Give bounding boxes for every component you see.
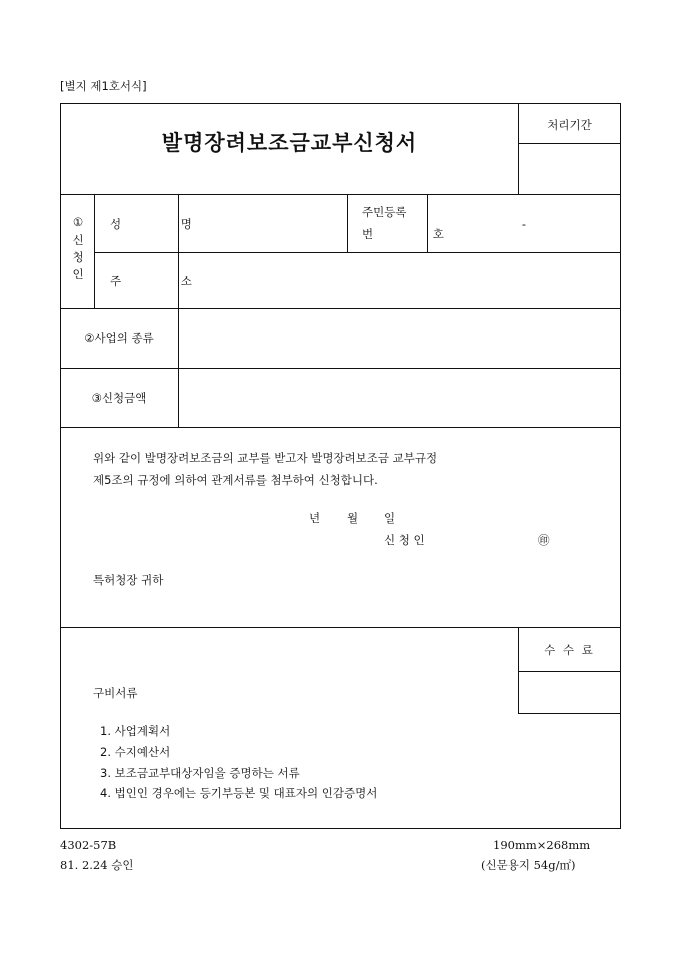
document-item: 1. 사업계획서 xyxy=(100,724,171,738)
paper-spec: (신문용지 54g/㎡) xyxy=(481,858,576,872)
business-type-label: ②사업의 종류 xyxy=(84,331,154,345)
name-label: 성 명 xyxy=(110,217,220,231)
request-amount-field[interactable] xyxy=(179,369,620,426)
processing-period-label: 처리기간 xyxy=(547,118,592,132)
form-code: 4302-57B xyxy=(60,838,117,852)
applicant-group-label: 신청인 xyxy=(72,233,84,281)
id-number-separator: - xyxy=(521,217,527,231)
address-label: 주 소 xyxy=(110,274,220,288)
statement-line-2: 제5조의 규정에 의하여 관계서류를 첨부하여 신청합니다. xyxy=(93,473,378,487)
document-item: 3. 보조금교부대상자임을 증명하는 서류 xyxy=(100,766,300,780)
id-label-line1: 주민등록 xyxy=(362,205,407,219)
name-field[interactable] xyxy=(179,195,346,251)
signer-label: 신 청 인 xyxy=(384,533,425,547)
address-field[interactable] xyxy=(179,253,620,307)
date-year-label: 년 xyxy=(309,511,321,525)
fee-label: 수 수 료 xyxy=(544,643,595,657)
fee-field[interactable] xyxy=(519,672,620,712)
paper-size: 190mm×268mm xyxy=(493,838,591,852)
statement-line-1: 위와 같이 발명장려보조금의 교부를 받고자 발명장려보조금 교부규정 xyxy=(93,451,438,465)
seal-mark[interactable]: ㊞ xyxy=(538,533,550,547)
document-item: 4. 법인인 경우에는 등기부등본 및 대표자의 인감증명서 xyxy=(100,786,378,800)
form-title: 발명장려보조금교부신청서 xyxy=(161,130,418,155)
date-month-label: 월 xyxy=(347,511,359,525)
applicant-group-number: ① xyxy=(72,215,84,229)
processing-period-value[interactable] xyxy=(519,144,620,193)
date-day-label: 일 xyxy=(384,511,396,525)
documents-heading: 구비서류 xyxy=(93,686,138,700)
form-label: [별지 제1호서식] xyxy=(60,79,147,93)
document-item: 2. 수지예산서 xyxy=(100,745,171,759)
id-label-line2: 번 호 xyxy=(362,227,472,241)
approval-note: 81. 2.24 승인 xyxy=(60,858,134,872)
business-type-field[interactable] xyxy=(179,309,620,367)
addressee: 특허청장 귀하 xyxy=(93,573,164,587)
id-number-field[interactable] xyxy=(428,195,620,251)
request-amount-label: ③신청금액 xyxy=(91,391,147,405)
